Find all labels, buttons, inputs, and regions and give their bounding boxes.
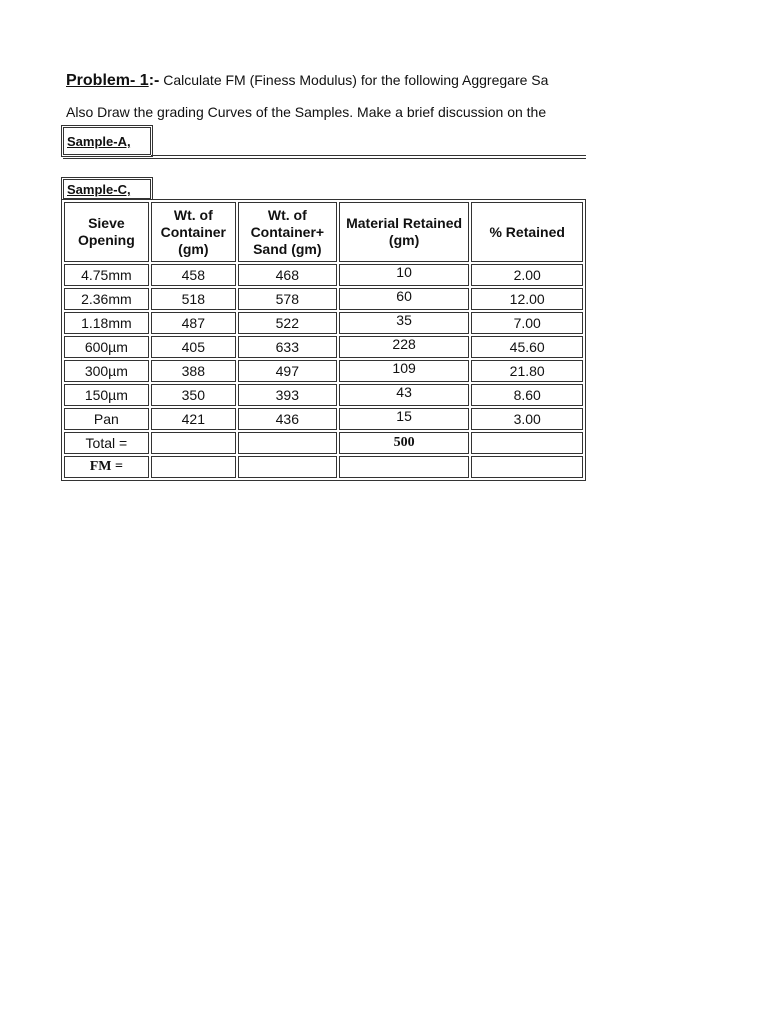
cell-percent-retained: 3.00 (471, 408, 583, 430)
total-row (64, 432, 583, 454)
table-row (64, 264, 583, 286)
cell-percent-retained: 2.00 (471, 264, 583, 286)
cell-wt-container: 458 (151, 264, 236, 286)
cell-material-retained (339, 288, 470, 310)
empty-cell (151, 432, 236, 454)
cell-wt-container-sand: 436 (238, 408, 337, 430)
cell-percent-retained: 7.00 (471, 312, 583, 334)
total-value: 500 (339, 432, 470, 454)
cell-wt-container-sand: 497 (238, 360, 337, 382)
header-percent-retained: % Retained (471, 202, 583, 262)
cell-wt-container-sand: 633 (238, 336, 337, 358)
sieve-table (61, 199, 586, 481)
material-retained-value: 43 (396, 384, 412, 400)
header-wt-container-sand: Wt. of Container+ Sand (gm) (238, 202, 337, 262)
problem-line1-text: Calculate FM (Finess Modulus) for the following Aggregare Sa (159, 72, 549, 88)
material-retained-value: 15 (396, 408, 412, 424)
material-retained-value: 60 (396, 288, 412, 304)
material-retained-value: 35 (396, 312, 412, 328)
cell-material-retained (339, 264, 470, 286)
total-label: Total = (64, 432, 149, 454)
header-material-retained: Material Retained (gm) (339, 202, 470, 262)
material-retained-value: 10 (396, 264, 412, 280)
cell-sieve: 2.36mm (64, 288, 149, 310)
fm-row (64, 456, 583, 478)
cell-percent-retained: 8.60 (471, 384, 583, 406)
empty-cell (151, 456, 236, 478)
table-row (64, 384, 583, 406)
cell-wt-container: 405 (151, 336, 236, 358)
cell-wt-container: 421 (151, 408, 236, 430)
cell-wt-container: 518 (151, 288, 236, 310)
cell-sieve: 4.75mm (64, 264, 149, 286)
cell-wt-container-sand: 578 (238, 288, 337, 310)
cell-sieve: 300µm (64, 360, 149, 382)
table-row (64, 360, 583, 382)
header-sieve-opening: Sieve Opening (64, 202, 149, 262)
material-retained-value: 228 (392, 336, 416, 352)
cell-material-retained (339, 360, 470, 382)
empty-cell (339, 456, 470, 478)
cell-material-retained (339, 384, 470, 406)
cell-sieve: Pan (64, 408, 149, 430)
cell-sieve: 600µm (64, 336, 149, 358)
empty-cell (238, 432, 337, 454)
material-retained-value: 109 (392, 360, 416, 376)
cell-percent-retained: 12.00 (471, 288, 583, 310)
problem-statement-line2: Also Draw the grading Curves of the Samples. Make a brief discussion on the (66, 104, 547, 120)
table-row (64, 336, 583, 358)
cell-material-retained (339, 312, 470, 334)
problem-statement-line1 (66, 72, 548, 90)
cell-wt-container: 487 (151, 312, 236, 334)
header-wt-container: Wt. of Container (gm) (151, 202, 236, 262)
table-row (64, 408, 583, 430)
problem-separator: :- (148, 72, 160, 89)
cell-wt-container-sand: 522 (238, 312, 337, 334)
cell-sieve: 1.18mm (64, 312, 149, 334)
cell-wt-container: 350 (151, 384, 236, 406)
empty-cell (238, 456, 337, 478)
table-row (64, 288, 583, 310)
fm-label: FM = (64, 456, 149, 478)
table-header-row (64, 202, 583, 262)
cell-wt-container: 388 (151, 360, 236, 382)
cell-percent-retained: 45.60 (471, 336, 583, 358)
sample-a-label: Sample-A, (63, 127, 151, 155)
divider (151, 155, 586, 156)
cell-percent-retained: 21.80 (471, 360, 583, 382)
cell-sieve: 150µm (64, 384, 149, 406)
cell-wt-container-sand: 393 (238, 384, 337, 406)
problem-title: Problem- 1 (66, 72, 149, 89)
table-row (64, 312, 583, 334)
sample-c-label: Sample-C, (63, 179, 151, 199)
cell-wt-container-sand: 468 (238, 264, 337, 286)
empty-cell (471, 432, 583, 454)
divider (63, 158, 586, 159)
empty-cell (471, 456, 583, 478)
cell-material-retained (339, 408, 470, 430)
cell-material-retained (339, 336, 470, 358)
